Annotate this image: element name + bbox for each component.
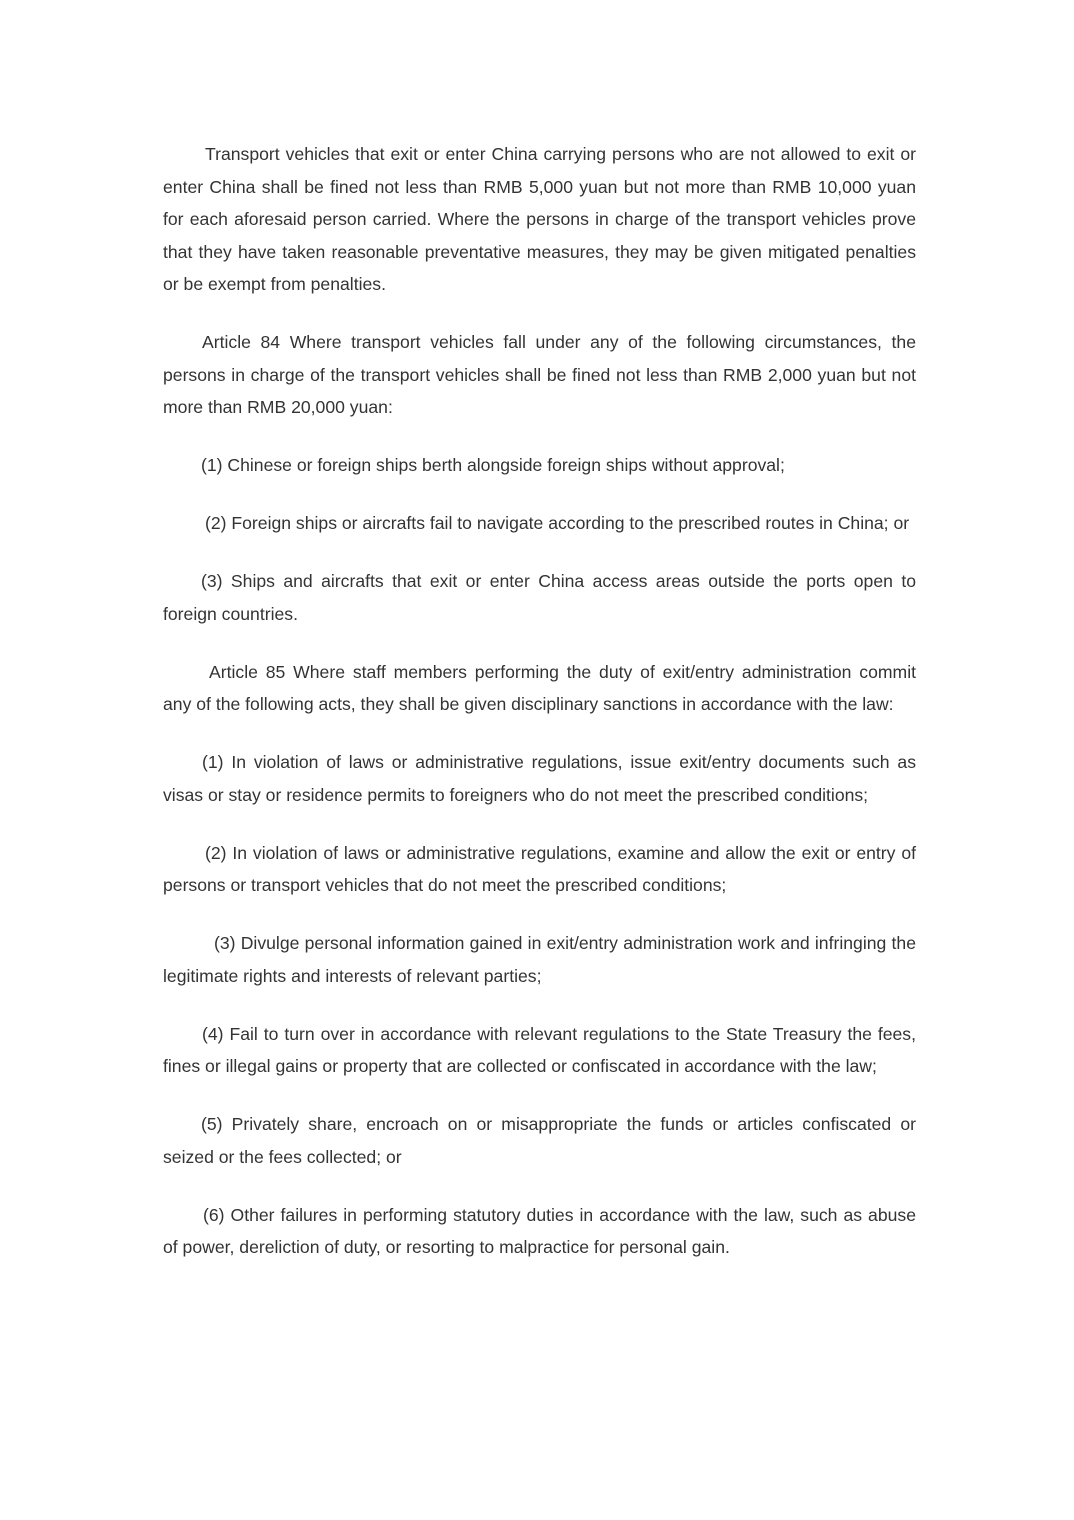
- paragraph-article-84-item-2: (2) Foreign ships or aircrafts fail to navigate according to the prescribed routes in China; or: [205, 513, 910, 533]
- paragraph-article-85-item-5: (5) Privately share, encroach on or misappropriate the funds or articles confiscated or seized or the fees collected; or: [163, 1114, 916, 1167]
- paragraph-article-84: Article 84 Where transport vehicles fall under any of the following circumstances, the persons in charge of the transport vehicles shall be fined not less than RMB 2,000 yuan but not more than RMB 20,000 yuan:: [163, 332, 916, 417]
- paragraph-transport-vehicles-fine: Transport vehicles that exit or enter China carrying persons who are not allowed to exit or enter China shall be fined not less than RMB 5,000 yuan but not more than RMB 10,000 yuan for each aforesaid person carried. Where the persons in charge of the transport vehicles prove that they have taken reasonable preventative measures, they may be given mitigated penalties or be exempt from penalties.: [163, 144, 916, 294]
- paragraph-article-85: Article 85 Where staff members performing the duty of exit/entry administration commit any of the following acts, they shall be given disciplinary sanctions in accordance with the law:: [163, 661, 916, 714]
- paragraph-article-85-item-6: (6) Other failures in performing statutory duties in accordance with the law, such as abuse of power, dereliction of duty, or resorting to malpractice for personal gain.: [163, 1204, 916, 1257]
- paragraph-article-84-item-3: (3) Ships and aircrafts that exit or enter China access areas outside the ports open to foreign countries.: [163, 571, 916, 624]
- paragraph-article-85-item-2: (2) In violation of laws or administrative regulations, examine and allow the exit or entry of persons or transport vehicles that do not meet the prescribed conditions;: [163, 842, 916, 895]
- paragraph-article-85-item-1: (1) In violation of laws or administrative regulations, issue exit/entry documents such as visas or stay or residence permits to foreigners who do not meet the prescribed conditions;: [163, 752, 916, 805]
- paragraph-article-84-item-1: (1) Chinese or foreign ships berth alongside foreign ships without approval;: [201, 455, 785, 475]
- document-page: [163, 138, 916, 1289]
- paragraph-article-85-item-3: (3) Divulge personal information gained in exit/entry administration work and infringing the legitimate rights and interests of relevant parties;: [163, 933, 916, 986]
- paragraph-article-85-item-4: (4) Fail to turn over in accordance with relevant regulations to the State Treasury the fees, fines or illegal gains or property that are collected or confiscated in accordance with the law;: [163, 1023, 916, 1076]
